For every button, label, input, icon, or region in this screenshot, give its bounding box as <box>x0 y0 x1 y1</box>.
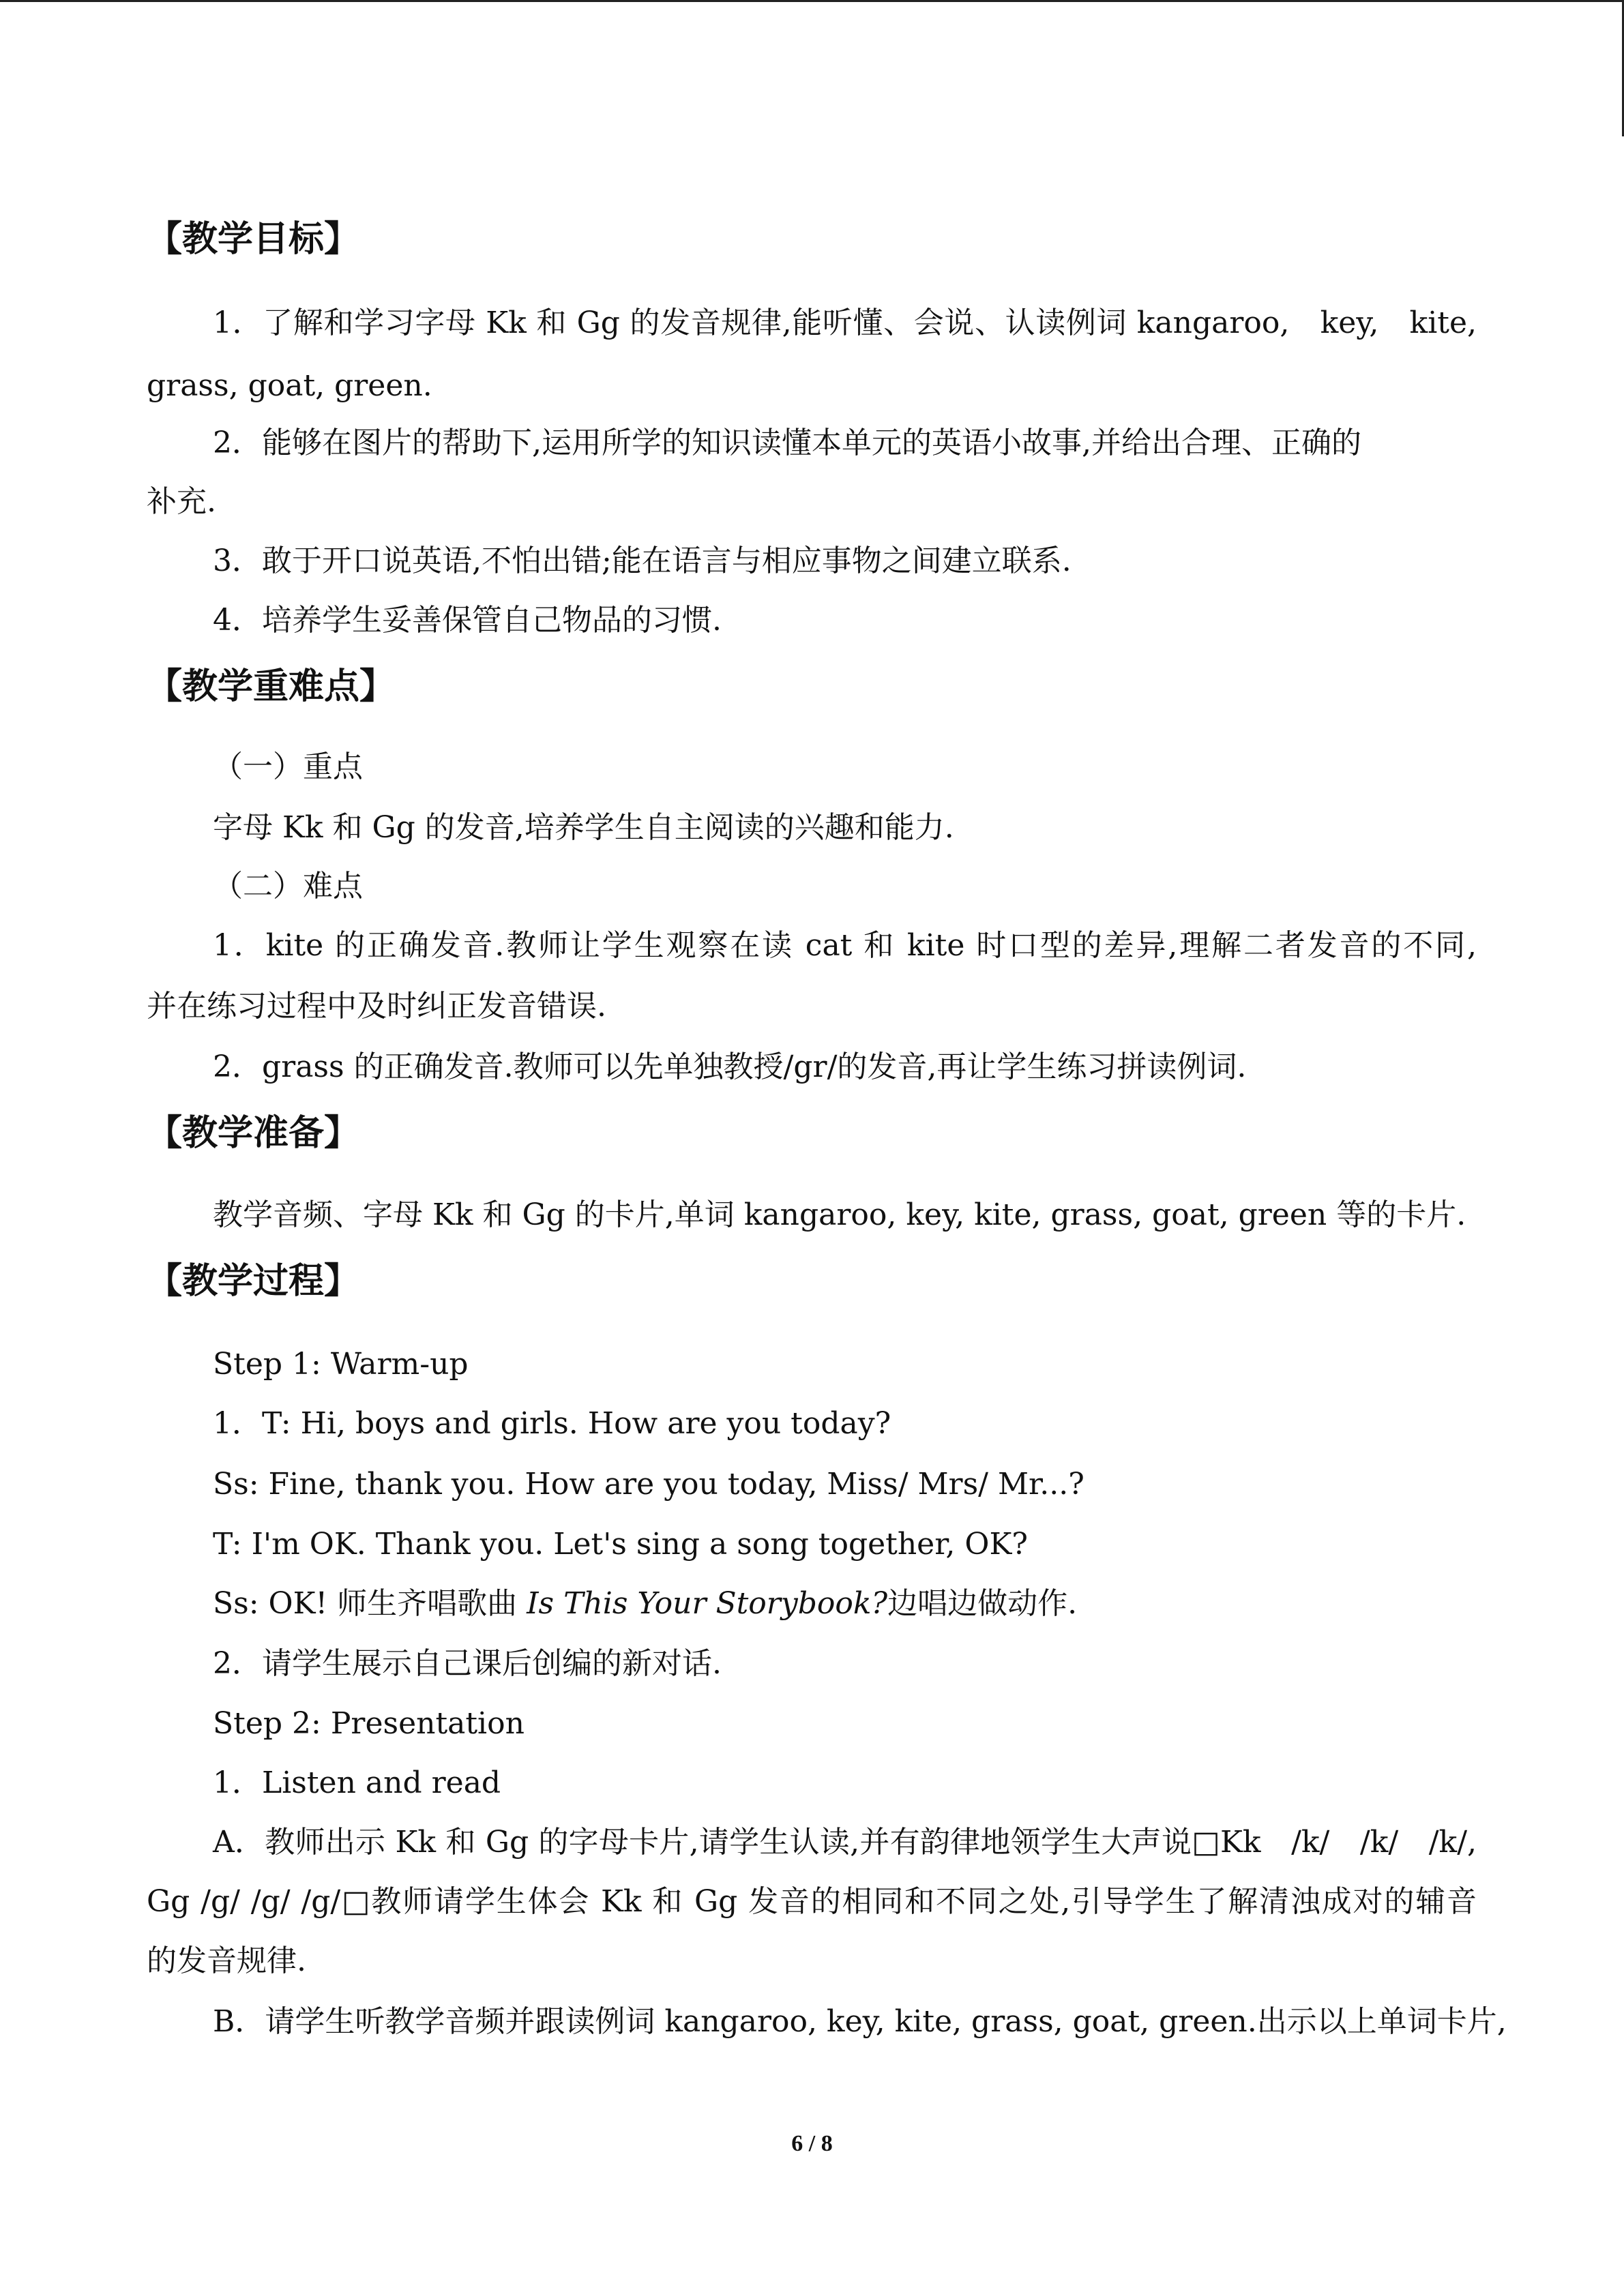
step-1-line-4-tail: 边唱边做动作. <box>887 1586 1078 1621</box>
difficulty-1-line-1: 1．kite 的正确发音.教师让学生观察在读 cat 和 kite 时口型的差异,理解二者发音的不同, <box>213 928 1477 963</box>
page-number: 6 / 8 <box>791 2131 833 2156</box>
goal-item-1-line-2: grass, goat, green. <box>147 368 432 403</box>
heading-key-points: 【教学重难点】 <box>147 666 396 707</box>
prep-text: 教学音频、字母 Kk 和 Gg 的卡片,单词 kangaroo, key, kite, grass, goat, green 等的卡片. <box>213 1197 1466 1232</box>
key-point-subheading: （一）重点 <box>213 749 363 784</box>
step-1-line-1: 1．T: Hi, boys and girls. How are you today? <box>213 1406 891 1441</box>
step-1-line-4-lead: Ss: OK! 师生齐唱歌曲 <box>213 1586 527 1621</box>
goal-item-1-line-1: 1．了解和学习字母 Kk 和 Gg 的发音规律,能听懂、会说、认读例词 kangaroo, key, kite, <box>213 305 1477 340</box>
step-1-line-2: Ss: Fine, thank you. How are you today, Miss/ Mrs/ Mr...? <box>213 1467 1084 1502</box>
key-point-text: 字母 Kk 和 Gg 的发音,培养学生自主阅读的兴趣和能力. <box>213 810 954 845</box>
step-2-a-line-3: 的发音规律. <box>147 1943 306 1978</box>
goal-item-4: 4．培养学生妥善保管自己物品的习惯. <box>213 603 722 638</box>
goal-item-3: 3．敢于开口说英语,不怕出错;能在语言与相应事物之间建立联系. <box>213 543 1072 578</box>
song-title: Is This Your Storybook? <box>527 1586 888 1621</box>
goal-item-2-line-2: 补充. <box>147 484 216 519</box>
difficulty-2: 2．grass 的正确发音.教师可以先单独教授/gr/的发音,再让学生练习拼读例词. <box>213 1049 1247 1084</box>
step-2-a-line-2: Gg /g/ /g/ /g/□教师请学生体会 Kk 和 Gg 发音的相同和不同之处,引导学生了解清浊成对的辅音 <box>147 1884 1477 1919</box>
difficulty-subheading: （二）难点 <box>213 869 363 904</box>
step-2-title: Step 2: Presentation <box>213 1706 525 1741</box>
goal-item-2-line-1: 2．能够在图片的帮助下,运用所学的知识读懂本单元的英语小故事,并给出合理、正确的 <box>213 426 1361 460</box>
step-1-title: Step 1: Warm-up <box>213 1347 469 1382</box>
step-2-line-1: 1．Listen and read <box>213 1765 501 1800</box>
step-1-line-4 <box>213 1583 1477 1624</box>
step-1-line-5: 2．请学生展示自己课后创编的新对话. <box>213 1646 722 1681</box>
step-2-b-line-1: B．请学生听教学音频并跟读例词 kangaroo, key, kite, grass, goat, green.出示以上单词卡片, <box>213 2004 1507 2039</box>
difficulty-1-line-2: 并在练习过程中及时纠正发音错误. <box>147 989 606 1024</box>
heading-teaching-process: 【教学过程】 <box>147 1261 360 1302</box>
heading-teaching-goals: 【教学目标】 <box>147 219 360 260</box>
heading-teaching-prep: 【教学准备】 <box>147 1113 360 1154</box>
page-top-border <box>0 0 1624 2</box>
step-1-line-3: T: I'm OK. Thank you. Let's sing a song together, OK? <box>213 1527 1028 1562</box>
step-2-a-line-1: A．教师出示 Kk 和 Gg 的字母卡片,请学生认读,并有韵律地领学生大声说□Kk /k/ /k/ /k/, <box>213 1825 1477 1860</box>
